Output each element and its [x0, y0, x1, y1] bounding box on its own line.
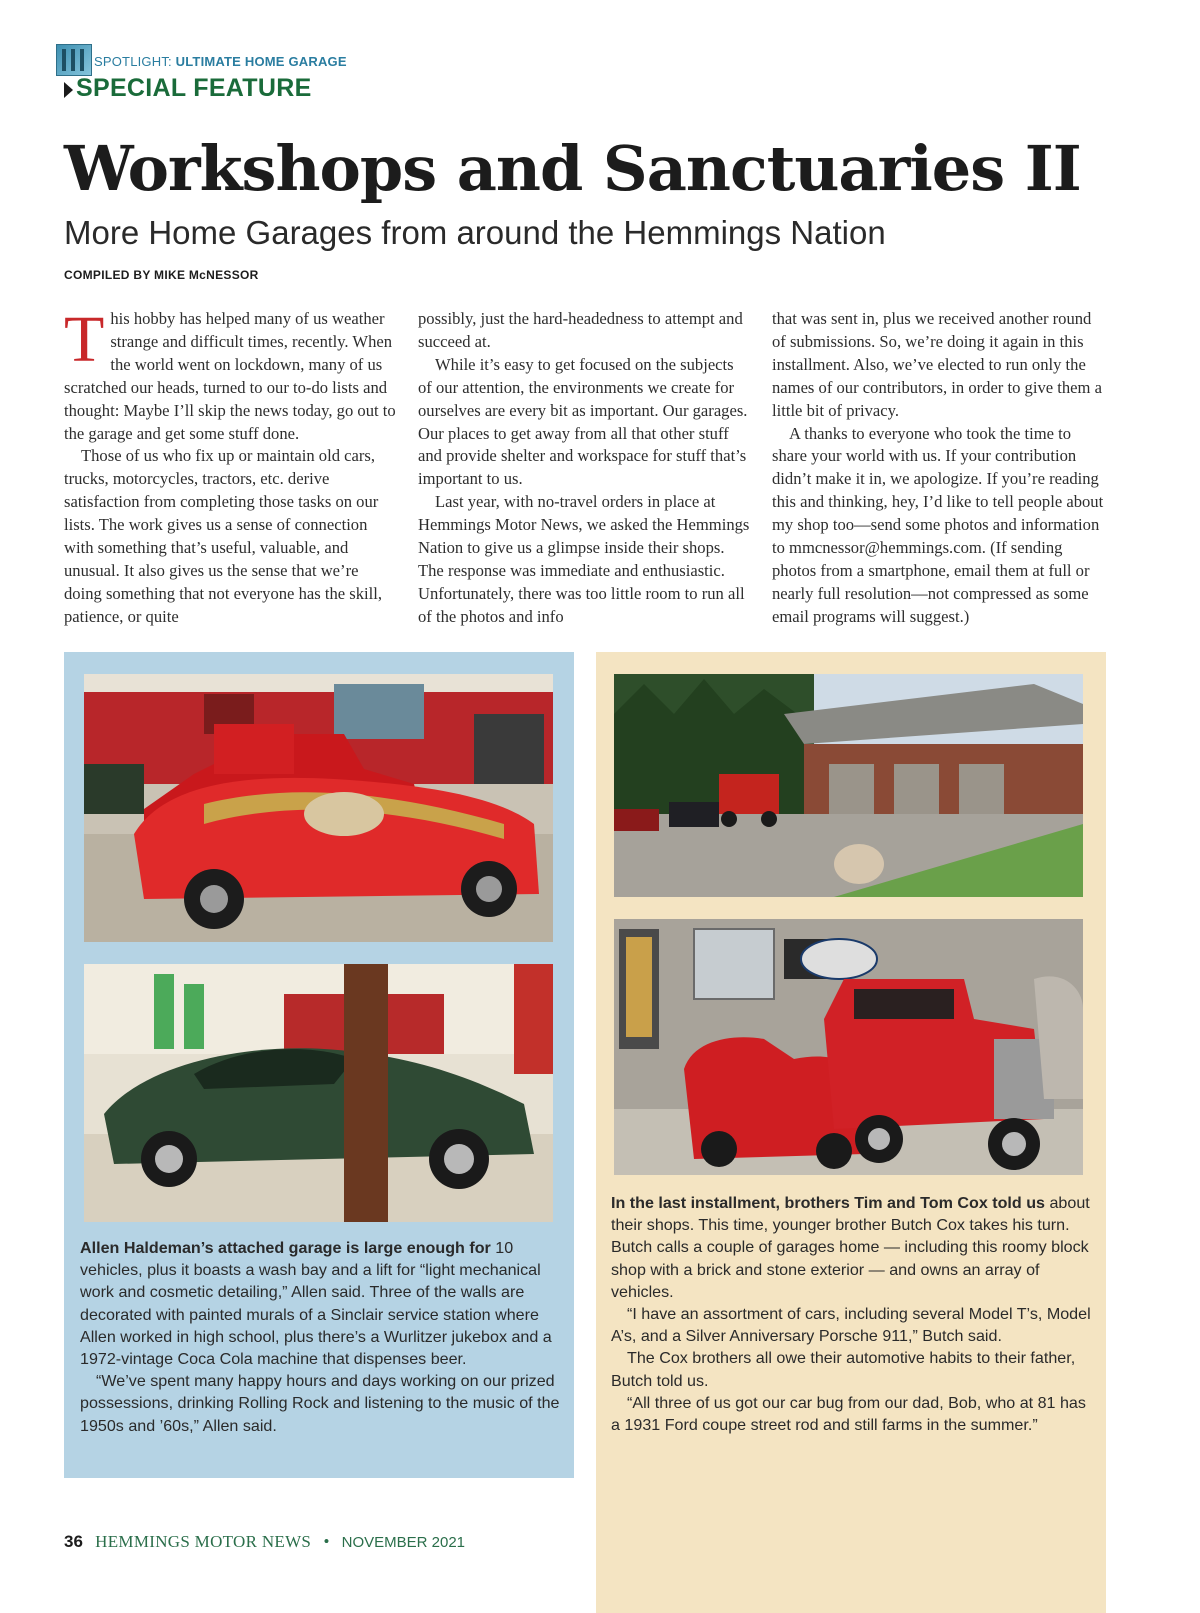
caption-paragraph — [80, 1237, 560, 1370]
caption-lead: Allen Haldeman’s attached garage is large enough for — [80, 1239, 491, 1257]
photo-red-ford-cars — [614, 919, 1083, 1175]
paragraph: A thanks to everyone who took the time to share your world with us. If your contribution didn’t make it in, we apologize. If you’re reading this and thinking, hey, I’d like to tell people about my shop too—send some photos and information to mmcnessor@hemmings.com. (If sending photos from a smartphone, email them at full or nearly full resolution—not compressed as some email programs will suggest.) — [772, 423, 1104, 626]
photo-brick-garage-exterior — [614, 674, 1083, 897]
paragraph — [64, 303, 396, 445]
caption-paragraph: “All three of us got our car bug from our dad, Bob, who at 81 has a 1931 Ford coupe street rod and still farms in the summer.” — [611, 1393, 1086, 1435]
article-column-3 — [772, 308, 1104, 629]
byline: COMPILED BY MIKE McNESSOR — [64, 268, 259, 282]
paragraph: Last year, with no-travel orders in place at Hemmings Motor News, we asked the Hemmings Nation to give us a glimpse inside their shops. The response was immediate and enthusiastic. Unfortunately, there was too little room to run all of the photos and info — [418, 492, 750, 626]
spotlight-logo-icon — [56, 44, 92, 76]
dropcap: T — [64, 303, 105, 376]
left-photo-caption — [80, 1237, 560, 1437]
caption-paragraph: The Cox brothers all owe their automotive habits to their father, Butch told us. — [611, 1349, 1076, 1390]
article-column-1 — [64, 303, 396, 629]
caption-paragraph: “We’ve spent many happy hours and days working on our prized possessions, drinking Rolling Rock and listening to the music of the 1950s and ’60s,” Allen said. — [80, 1372, 560, 1435]
section-arrow-icon — [64, 82, 73, 98]
paragraph: While it’s easy to get focused on the subjects of our attention, the environments we create for ourselves are every bit as important. Our garages. Our places to get away from all that other stuff and provide shelter and workspace for stuff that’s important to us. — [418, 354, 748, 489]
publication-name: HEMMINGS MOTOR NEWS — [95, 1532, 312, 1551]
article-title: Workshops and Sanctuaries II — [64, 132, 1081, 205]
paragraph: Those of us who fix up or maintain old cars, trucks, motorcycles, tractors, etc. derive satisfaction from completing those tasks on our lists. The work gives us a sense of connection with something that’s useful, valuable, and unusual. It also gives us the sense that we’re doing something that not everyone has the skill, patience, or quite — [64, 446, 382, 626]
spotlight-topic: ULTIMATE HOME GARAGE — [175, 54, 347, 69]
spotlight-label — [94, 54, 347, 69]
photo-green-corvette — [84, 964, 553, 1222]
spotlight-prefix: SPOTLIGHT: — [94, 54, 172, 69]
page-footer — [64, 1532, 465, 1552]
caption-lead: In the last installment, brothers Tim and Tom Cox told us — [611, 1194, 1045, 1212]
caption-paragraph — [611, 1192, 1091, 1303]
issue-date: NOVEMBER 2021 — [341, 1534, 466, 1551]
right-photo-caption — [611, 1192, 1091, 1436]
caption-paragraph: “I have an assortment of cars, including several Model T’s, Model A’s, and a Silver Anniversary Porsche 911,” Butch said. — [611, 1305, 1091, 1346]
article-subtitle: More Home Garages from around the Hemmings Nation — [64, 214, 886, 251]
paragraph-text: his hobby has helped many of us weather strange and difficult times, recently. When the world went on lockdown, many of us scratched our heads, turned to our to-do lists and thought: Maybe I’ll skip the news today, go out to the garage and get some stuff done. — [64, 309, 396, 443]
article-column-2 — [418, 308, 750, 629]
caption-text: 10 vehicles, plus it boasts a wash bay and a lift for “light mechanical work and cosmetic detailing,” Allen said. Three of the walls are decorated with painted murals of a Sinclair service station where Allen worked in high school, plus there’s a Wurlitzer jukebox and a 1972-vintage Coca Cola machine that dispenses beer. — [80, 1239, 552, 1369]
page-number: 36 — [64, 1532, 83, 1551]
footer-separator: • — [323, 1532, 330, 1551]
section-label: SPECIAL FEATURE — [76, 74, 312, 102]
paragraph: that was sent in, plus we received another round of submissions. So, we’re doing it again in this installment. Also, we’ve elected to run only the names of our contributors, in order to give them a little bit of privacy. — [772, 309, 1102, 420]
photo-red-roadster-garage — [84, 674, 553, 942]
paragraph: possibly, just the hard-headedness to attempt and succeed at. — [418, 309, 743, 351]
caption-text: about their shops. This time, younger brother Butch Cox takes his turn. Butch calls a couple of garages home — including this roomy block shop with a brick and stone exterior — and owns an array of vehicles. — [611, 1194, 1090, 1301]
